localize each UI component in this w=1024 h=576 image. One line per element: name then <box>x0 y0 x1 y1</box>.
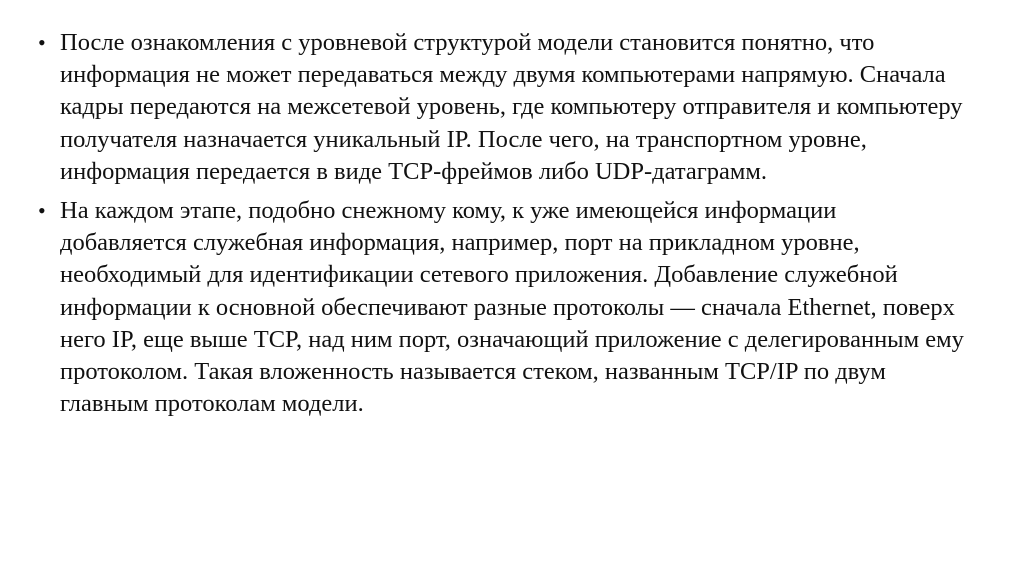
bullet-item-1 <box>36 27 964 188</box>
bullet-list <box>36 27 964 420</box>
bullet-text-1: После ознакомления с уровневой структурой модели становится понятно, что информация не может передаваться между двумя компьютерами напрямую. Сначала кадры передаются на межсетевой уровень, где компьютеру отправителя и компьютеру получателя назначается уникальный IP. После чего, на транспортном уровне, информация передается в виде TCP-фреймов либо UDP-датаграмм. <box>60 29 963 185</box>
bullet-dot-icon: • <box>38 30 46 55</box>
bullet-text-2: На каждом этапе, подобно снежному кому, к уже имеющейся информации добавляется служебная информация, например, порт на прикладном уровне, необходимый для идентификации сетевого приложения. Добавление служебной информации к основной обеспечивают разные протоколы — сначала Ethernet, поверх него IP, еще выше TCP, над ним порт, означающий приложение с делегированным ему протоколом. Такая вложенность называется стеком, названным TCP/IP по двум главным протоколам модели. <box>60 197 964 418</box>
bullet-dot-icon: • <box>38 198 46 224</box>
bullet-item-2 <box>36 195 964 420</box>
